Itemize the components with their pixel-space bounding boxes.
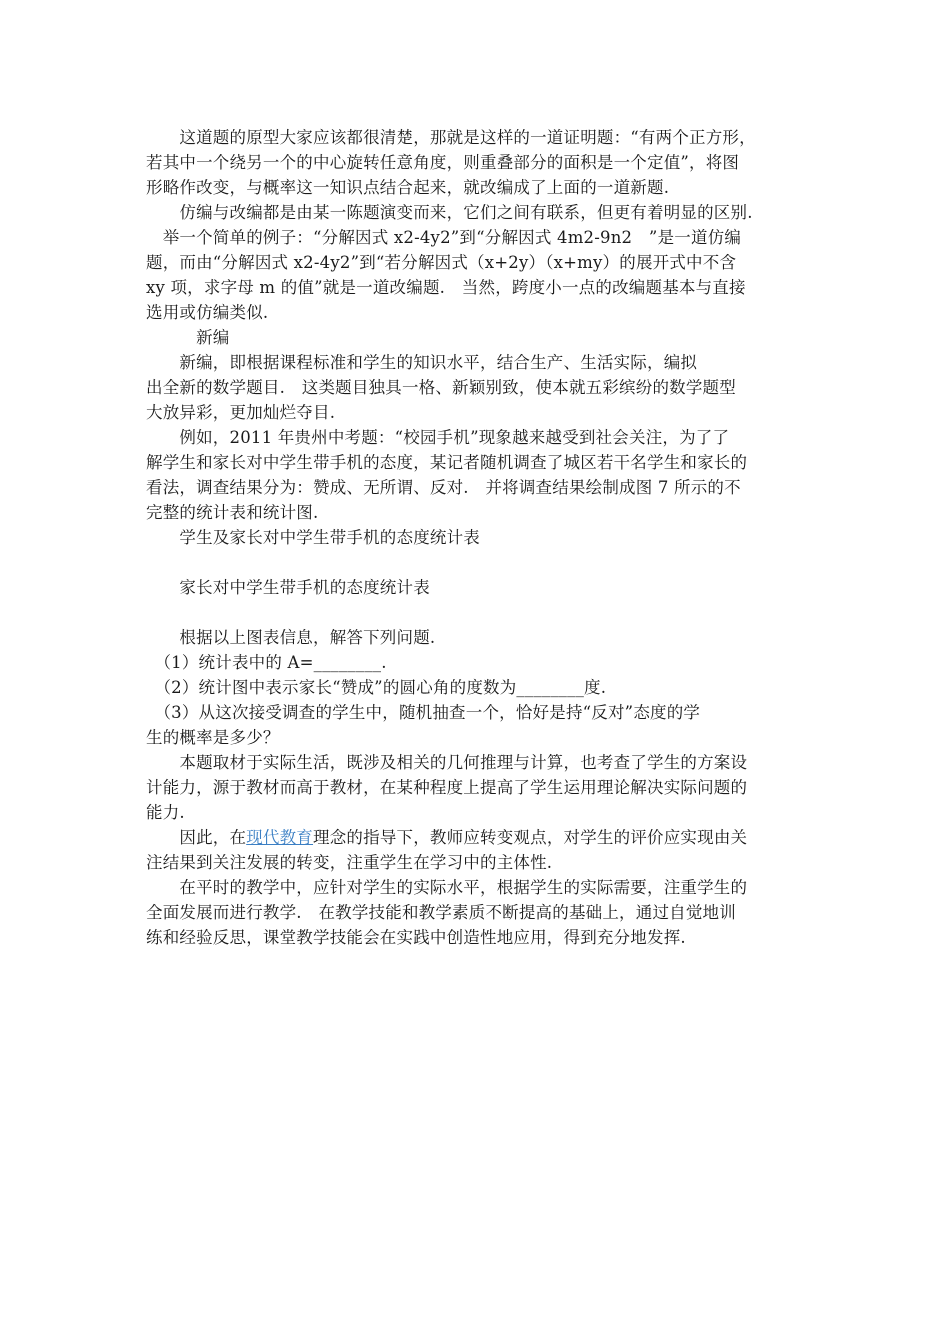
paragraph-line: 大放异彩，更加灿烂夺目. <box>146 403 336 422</box>
paragraph-line: 题，而由“分解因式 x2-4y2”到“若分解因式（x+2y）（x+my）的展开式中不含 <box>146 253 737 272</box>
question-3: 生的概率是多少？ <box>146 728 280 747</box>
section-heading: 新编 <box>146 328 230 347</box>
paragraph-line: 能力. <box>146 803 185 822</box>
paragraph-line: 全面发展而进行教学. 在教学技能和教学素质不断提高的基础上，通过自觉地训 <box>146 903 736 922</box>
paragraph-text: 因此，在 <box>146 828 247 847</box>
table-caption: 学生及家长对中学生带手机的态度统计表 <box>146 528 480 547</box>
paragraph-line: xy 项，求字母 m 的值”就是一道改编题. 当然，跨度小一点的改编题基本与直接 <box>146 278 746 297</box>
paragraph-line: 看法，调查结果分为：赞成、无所谓、反对. 并将调查结果绘制成图 7 所示的不 <box>146 478 741 497</box>
paragraph-line: 例如，2011 年贵州中考题：“校园手机”现象越来越受到社会关注，为了了 <box>146 428 730 447</box>
modern-education-link[interactable]: 现代教育 <box>246 828 314 847</box>
question-2: （2）统计图中表示家长“赞成”的圆心角的度数为________度. <box>146 678 607 697</box>
paragraph-line: 本题取材于实际生活，既涉及相关的几何推理与计算，也考查了学生的方案设 <box>146 753 748 772</box>
question-1: （1）统计表中的 A=________. <box>146 653 387 672</box>
paragraph-line: 解学生和家长对中学生带手机的态度，某记者随机调查了城区若干名学生和家长的 <box>146 453 748 472</box>
paragraph-line: 出全新的数学题目. 这类题目独具一格、新颖别致，使本就五彩缤纷的数学题型 <box>146 378 736 397</box>
paragraph-line: 仿编与改编都是由某一陈题演变而来，它们之间有联系，但更有着明显的区别. <box>146 203 753 222</box>
paragraph-text: 理念的指导下，教师应转变观点，对学生的评价应实现由关 <box>313 828 748 847</box>
paragraph-line: 练和经验反思，课堂教学技能会在实践中创造性地应用，得到充分地发挥. <box>146 928 686 947</box>
paragraph-line: 新编，即根据课程标准和学生的知识水平，结合生产、生活实际，编拟 <box>146 353 698 372</box>
question-3: （3）从这次接受调查的学生中，随机抽查一个，恰好是持“反对”态度的学 <box>146 703 701 722</box>
paragraph-line: 注结果到关注发展的转变，注重学生在学习中的主体性. <box>146 853 553 872</box>
paragraph-line: 若其中一个绕另一个的中心旋转任意角度，则重叠部分的面积是一个定值”，将图 <box>146 153 740 172</box>
paragraph-line: 选用或仿编类似. <box>146 303 269 322</box>
paragraph-line: 形略作改变，与概率这一知识点结合起来，就改编成了上面的一道新题. <box>146 178 670 197</box>
paragraph-line: 完整的统计表和统计图. <box>146 503 319 522</box>
question-intro: 根据以上图表信息，解答下列问题. <box>146 628 436 647</box>
paragraph-line: 在平时的教学中，应针对学生的实际水平，根据学生的实际需要，注重学生的 <box>146 878 748 897</box>
paragraph-line: 计能力，源于教材而高于教材，在某种程度上提高了学生运用理论解决实际问题的 <box>146 778 748 797</box>
paragraph-line <box>146 826 747 850</box>
paragraph-line: 举一个简单的例子：“分解因式 x2-4y2”到“分解因式 4m2-9n2 ”是一道仿编 <box>146 228 742 247</box>
table-caption: 家长对中学生带手机的态度统计表 <box>146 578 430 597</box>
paragraph-line: 这道题的原型大家应该都很清楚，那就是这样的一道证明题：“有两个正方形， <box>146 128 756 147</box>
